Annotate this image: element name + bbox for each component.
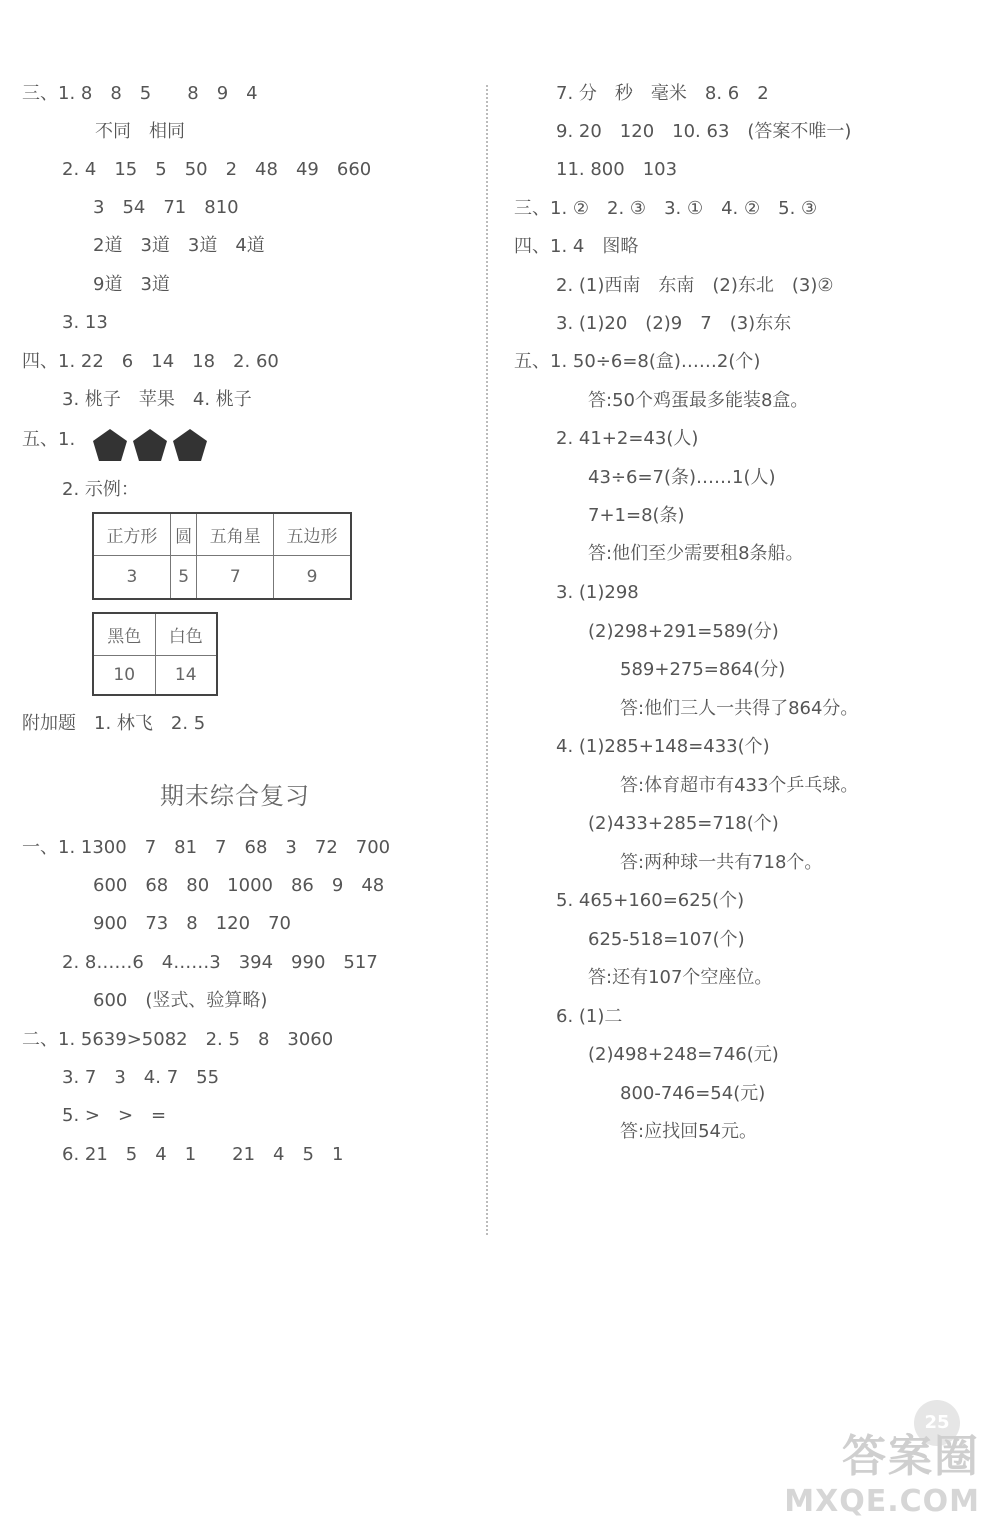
answer-line: 43÷6=7(条)……1(人) <box>588 467 776 488</box>
answer-line: 2道 3道 3道 4道 <box>93 235 265 256</box>
answer-line: 7+1=8(条) <box>588 505 685 526</box>
answer-line: 9. 20 120 10. 63 (答案不唯一) <box>556 121 852 142</box>
answer-line: 答:应找回54元。 <box>620 1121 757 1142</box>
answer-line: 3. 桃子 苹果 4. 桃子 <box>62 389 252 410</box>
answer-line: 6. (1)二 <box>556 1006 623 1027</box>
answer-line: 3 54 71 810 <box>93 197 239 218</box>
answer-line: 五、1. <box>22 429 76 450</box>
table-cell: 14 <box>155 655 217 695</box>
table-header-cell: 圆 <box>170 513 197 555</box>
table-cell: 10 <box>93 655 155 695</box>
section-title: 期末综合复习 <box>160 782 310 810</box>
shape-count-table <box>92 512 352 600</box>
table-header-cell: 黑色 <box>93 613 155 655</box>
pentagon-shape <box>93 429 127 461</box>
answer-line: 3. 7 3 4. 7 55 <box>62 1067 220 1088</box>
answer-line: 答:还有107个空座位。 <box>588 967 773 988</box>
pentagon-shape <box>133 429 167 461</box>
answer-line: 600 68 80 1000 86 9 48 <box>93 875 385 896</box>
answer-line: 5. 465+160=625(个) <box>556 890 745 911</box>
table-cell: 3 <box>93 555 170 599</box>
answer-line: 11. 800 103 <box>556 159 678 180</box>
answer-line: 2. 4 15 5 50 2 48 49 660 <box>62 159 372 180</box>
answer-line: 7. 分 秒 毫米 8. 6 2 <box>556 83 769 104</box>
answer-line: 6. 21 5 4 1 21 4 5 1 <box>62 1144 344 1165</box>
answer-line: 附加题 1. 林飞 2. 5 <box>22 713 206 734</box>
answer-line: 3. 13 <box>62 312 108 333</box>
answer-line: 2. 示例： <box>62 479 139 500</box>
answer-line: 3. (1)20 (2)9 7 (3)东东 <box>556 313 792 334</box>
answer-line: 800-746=54(元) <box>620 1083 766 1104</box>
answer-line: (2)433+285=718(个) <box>588 813 779 834</box>
table-header-cell: 正方形 <box>93 513 170 555</box>
answer-line: 不同 相同 <box>95 121 185 142</box>
answer-line: 9道 3道 <box>93 274 170 295</box>
answer-line: 答:他们三人一共得了864分。 <box>620 698 859 719</box>
watermark-text: 答案圈 <box>842 1431 980 1482</box>
column-divider <box>486 85 488 1235</box>
table-header-cell: 五角星 <box>197 513 274 555</box>
answer-line: 900 73 8 120 70 <box>93 913 291 934</box>
table-header-cell: 白色 <box>155 613 217 655</box>
answer-line: 3. (1)298 <box>556 582 639 603</box>
answer-line: 答:他们至少需要租8条船。 <box>588 543 804 564</box>
answer-line: 五、1. 50÷6=8(盒)……2(个) <box>514 351 761 372</box>
answer-line: 4. (1)285+148=433(个) <box>556 736 770 757</box>
watermark-url: MXQE.COM <box>784 1484 980 1519</box>
page-number: 25 <box>914 1400 960 1446</box>
answer-line: 四、1. 4 图略 <box>514 236 639 257</box>
answer-line: 四、1. 22 6 14 18 2. 60 <box>22 351 279 372</box>
table-cell: 5 <box>170 555 197 599</box>
answer-line: 一、1. 1300 7 81 7 68 3 72 700 <box>22 837 391 858</box>
answer-line: (2)498+248=746(元) <box>588 1044 779 1065</box>
table-cell: 9 <box>274 555 351 599</box>
watermark <box>784 1420 980 1519</box>
answer-line: (2)298+291=589(分) <box>588 621 779 642</box>
answer-line: 600 (竖式、验算略) <box>93 990 268 1011</box>
answer-line: 答:体育超市有433个乒乓球。 <box>620 775 859 796</box>
answer-line: 5. > > = <box>62 1105 167 1126</box>
answer-line: 589+275=864(分) <box>620 659 786 680</box>
table-cell: 7 <box>197 555 274 599</box>
pentagons-figure <box>92 427 212 465</box>
answer-line: 答:50个鸡蛋最多能装8盒。 <box>588 390 809 411</box>
answer-line: 2. 8……6 4……3 394 990 517 <box>62 952 378 973</box>
answer-line: 二、1. 5639>5082 2. 5 8 3060 <box>22 1029 334 1050</box>
answer-line: 三、1. 8 8 5 8 9 4 <box>22 83 258 104</box>
table-header-cell: 五边形 <box>274 513 351 555</box>
pentagon-shape <box>173 429 207 461</box>
answer-line: 2. (1)西南 东南 (2)东北 (3)② <box>556 275 834 296</box>
color-count-table <box>92 612 218 696</box>
answer-line: 2. 41+2=43(人) <box>556 428 699 449</box>
answer-line: 三、1. ② 2. ③ 3. ① 4. ② 5. ③ <box>514 198 818 219</box>
answer-line: 625-518=107(个) <box>588 929 745 950</box>
answer-line: 答:两种球一共有718个。 <box>620 852 823 873</box>
